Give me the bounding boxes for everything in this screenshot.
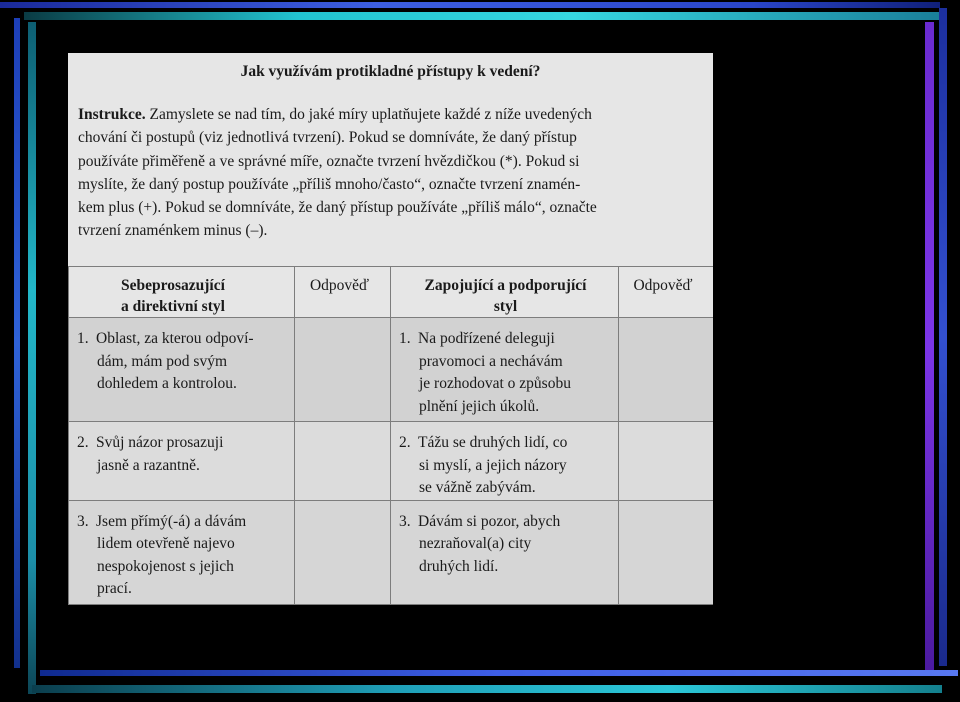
answer-cell[interactable] xyxy=(295,318,391,422)
header-text: Sebeprosazující xyxy=(121,277,225,294)
statement-cell xyxy=(391,500,619,604)
header-supportive-style xyxy=(391,267,619,318)
answer-cell[interactable] xyxy=(619,318,714,422)
statement-number: 2. xyxy=(77,434,89,451)
header-text: a direktivní styl xyxy=(121,298,225,315)
statement-text: Dávám si pozor, abych xyxy=(418,512,561,530)
statement-text: druhých lidí. xyxy=(419,557,499,575)
statement-text: Oblast, za kterou odpoví- xyxy=(96,330,254,347)
header-text: styl xyxy=(493,298,518,315)
decorative-bar-top-cyan xyxy=(24,12,939,20)
instructions-label: Instrukce. xyxy=(78,106,146,123)
statement-text: se vážně zabývám. xyxy=(419,479,536,496)
answer-cell[interactable] xyxy=(295,422,391,501)
instructions-line: myslíte, že daný postup používáte „příliš mnoho/často“, označte tvrzení znamén- xyxy=(78,175,581,193)
table-header-row xyxy=(69,267,714,318)
header-text: Zapojující a podporující xyxy=(424,277,587,294)
statement-cell xyxy=(391,422,619,501)
statement-number: 3. xyxy=(399,512,411,530)
statement-text: dohledem a kontrolou. xyxy=(97,375,237,392)
header-text: Odpověď xyxy=(309,277,370,294)
statement-text: lidem otevřeně najevo xyxy=(97,535,235,552)
styles-table xyxy=(68,266,713,605)
statement-text: dám, mám pod svým xyxy=(97,352,228,370)
header-assertive-style xyxy=(69,267,295,318)
statement-number: 3. xyxy=(77,512,89,530)
statement-number: 1. xyxy=(399,330,411,347)
instructions-line: kem plus (+). Pokud se domníváte, že daný přístup používáte „příliš málo“, označte xyxy=(78,199,597,217)
answer-cell[interactable] xyxy=(295,500,391,604)
table-row xyxy=(69,422,714,501)
document-title: Jak využívám protikladné přístupy k vedení? xyxy=(240,63,541,80)
statement-text: Na podřízené deleguji xyxy=(418,330,555,347)
statement-text: nespokojenost s jejich xyxy=(97,557,234,575)
table-row xyxy=(69,318,714,422)
instructions-line: používáte přiměřeně a ve správné míře, označte tvrzení hvězdičkou (*). Pokud si xyxy=(78,152,580,170)
statement-text: si myslí, a jejich názory xyxy=(419,456,567,474)
statement-number: 1. xyxy=(77,330,89,347)
statement-text: Svůj názor prosazuji xyxy=(96,434,224,451)
header-text: Odpověď xyxy=(633,277,693,294)
scanned-document xyxy=(68,53,713,605)
statement-text: je rozhodovat o způsobu xyxy=(419,375,571,392)
instructions-line: chování či postupů (viz jednotlivá tvrzení). Pokud se domníváte, že daný přístup xyxy=(78,129,577,147)
statement-cell xyxy=(391,318,619,422)
table-row xyxy=(69,500,714,604)
statement-text: Jsem přímý(-á) a dávám xyxy=(96,512,247,530)
decorative-bar-right xyxy=(939,8,947,666)
answer-cell[interactable] xyxy=(619,422,714,501)
statement-cell xyxy=(69,500,295,604)
statement-cell xyxy=(69,422,295,501)
statement-number: 2. xyxy=(399,434,411,451)
decorative-bar-bottom-cyan xyxy=(32,685,942,693)
decorative-bar-left xyxy=(14,18,20,668)
decorative-bar-right-purple xyxy=(925,22,934,672)
statement-text: pravomoci a nechávám xyxy=(419,352,563,370)
instructions-line: Zamyslete se nad tím, do jaké míry uplatňujete každé z níže uvedených xyxy=(149,106,592,123)
decorative-bar-left-cyan xyxy=(28,22,36,694)
header-answer-2 xyxy=(619,267,714,318)
statement-text: prací. xyxy=(97,580,132,597)
statement-text: plnění jejich úkolů. xyxy=(419,397,540,415)
statement-text: jasně a razantně. xyxy=(97,456,200,474)
instructions-paragraph xyxy=(78,103,706,243)
header-answer-1 xyxy=(295,267,391,318)
statement-text: Tážu se druhých lidí, co xyxy=(418,434,568,451)
statement-text: nezraňoval(a) city xyxy=(419,535,532,552)
decorative-bar-top xyxy=(0,2,940,8)
instructions-line: tvrzení znaménkem minus (–). xyxy=(78,222,268,240)
statement-cell xyxy=(69,318,295,422)
decorative-bar-bottom xyxy=(40,670,958,676)
answer-cell[interactable] xyxy=(619,500,714,604)
